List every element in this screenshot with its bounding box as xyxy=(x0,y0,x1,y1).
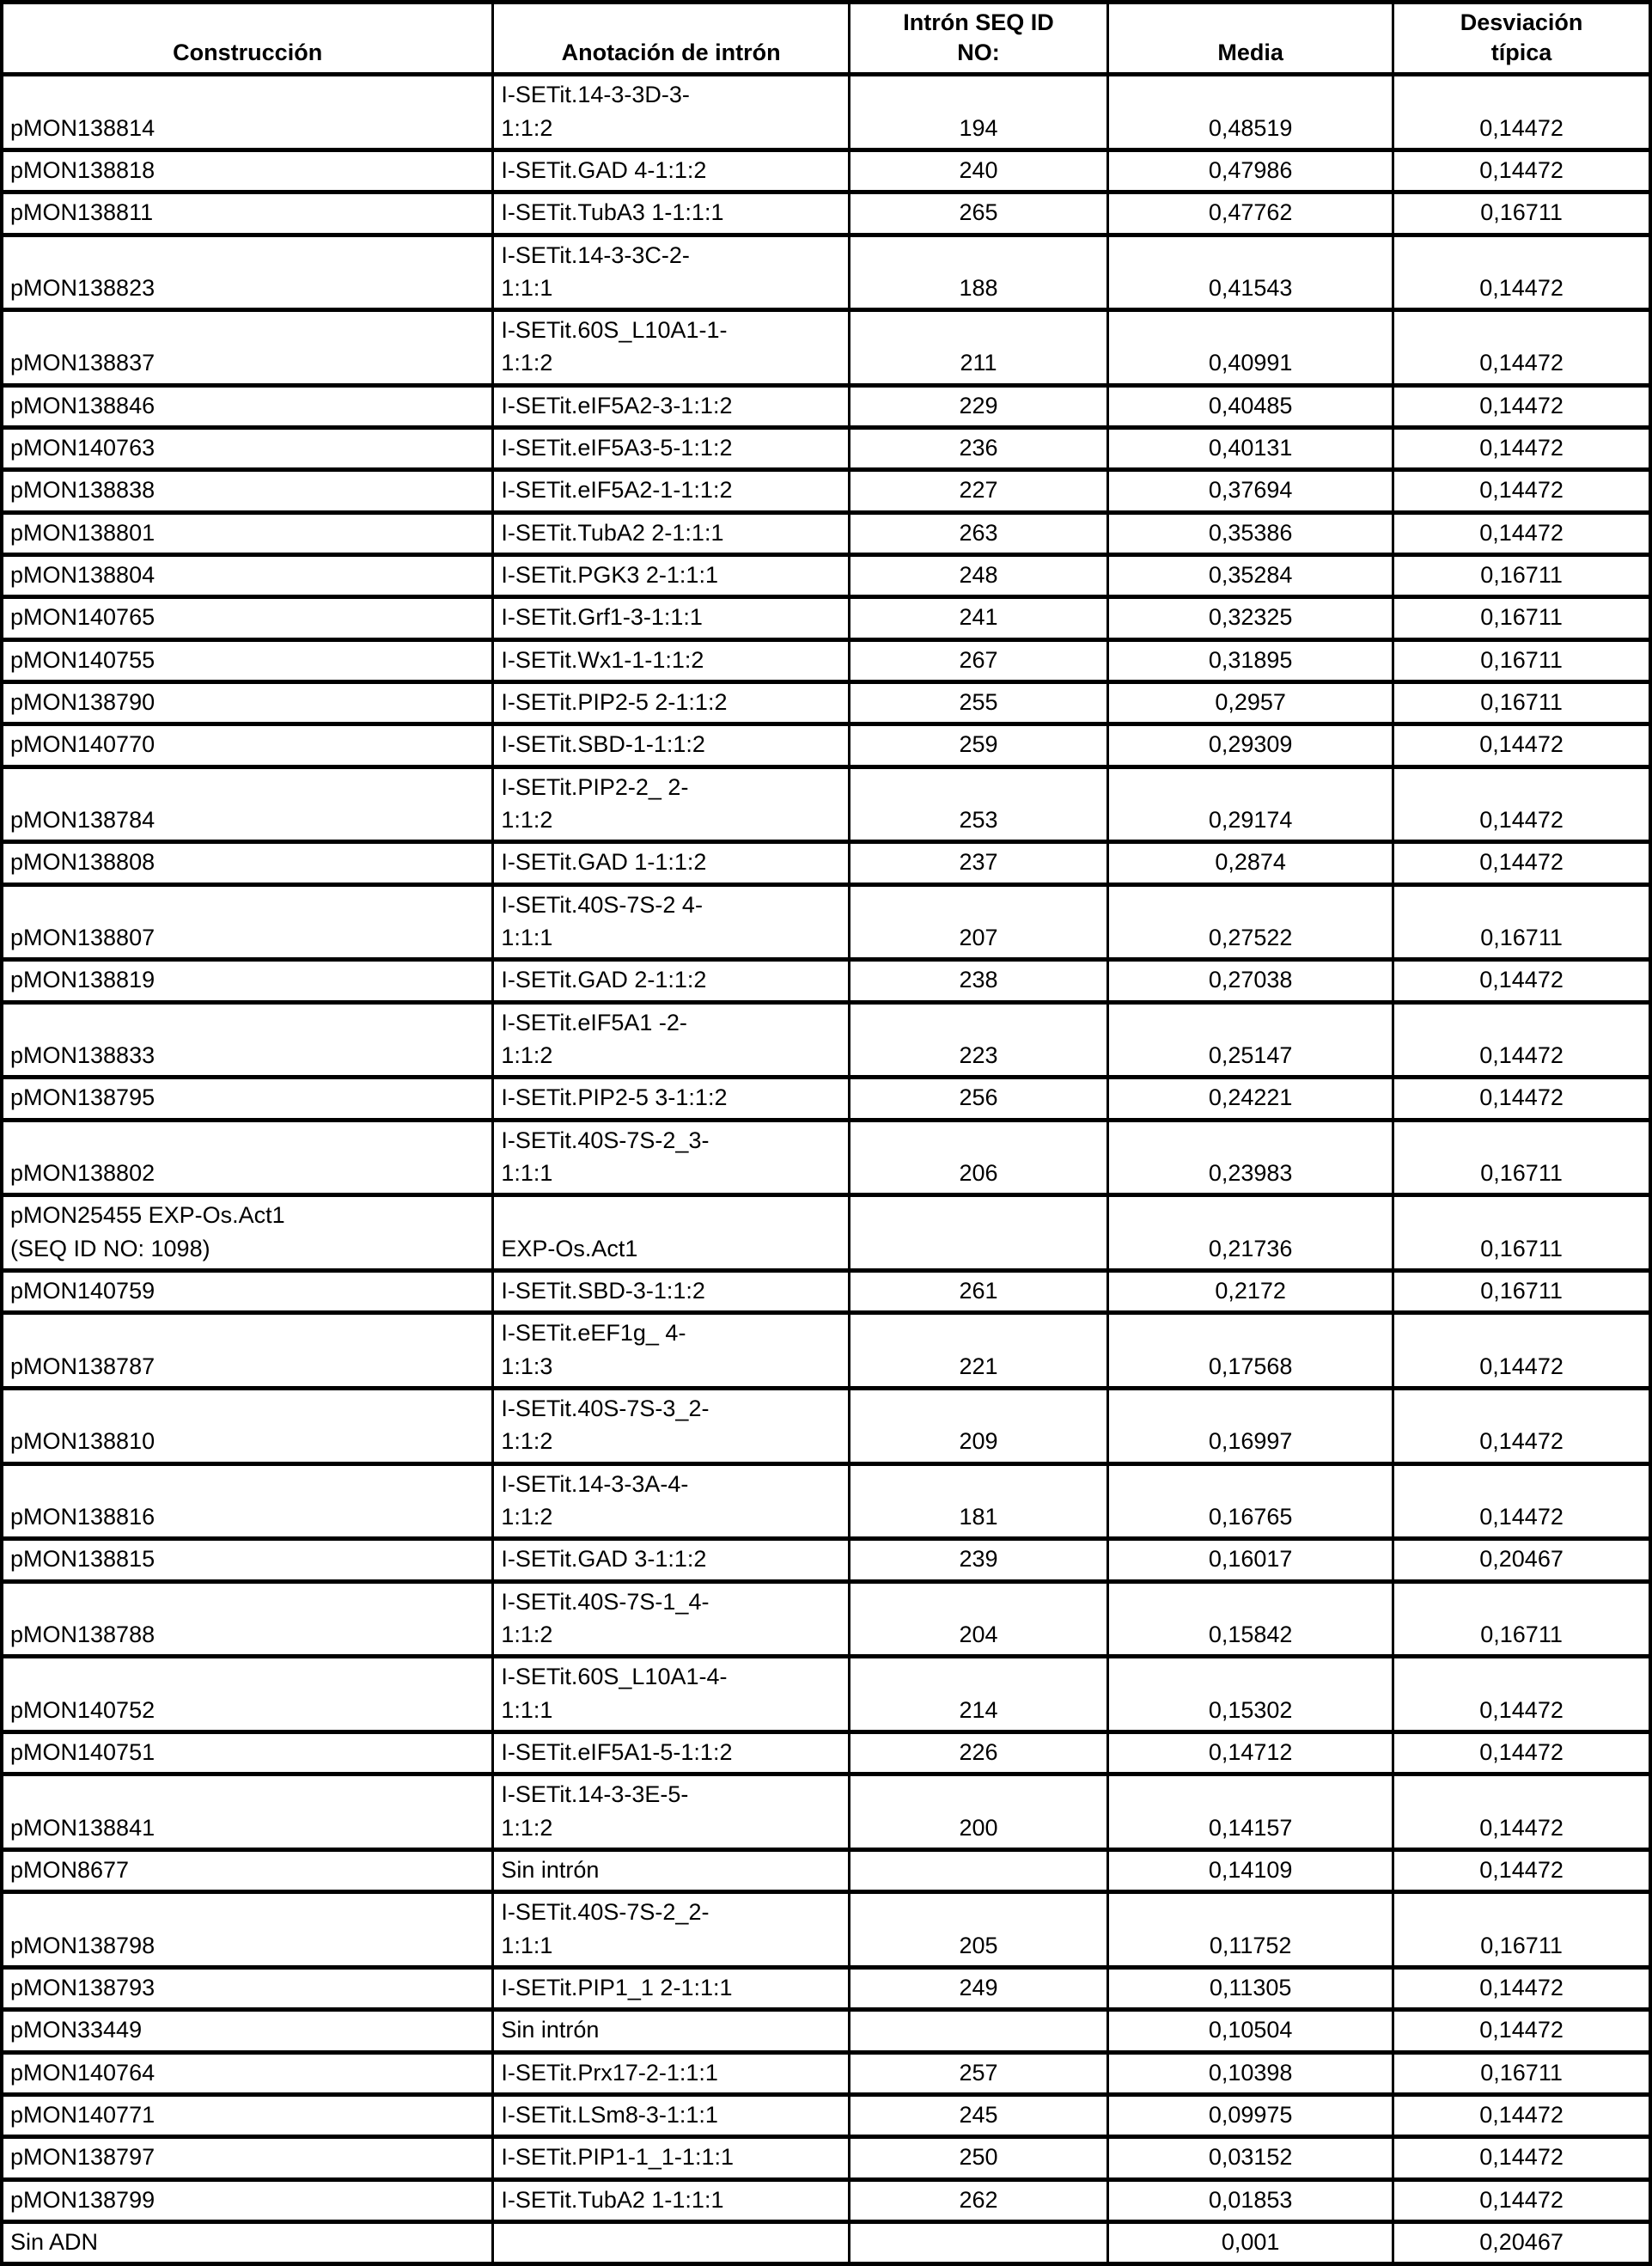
cell-media: 0,11752 xyxy=(1108,1892,1393,1968)
cell-seq_id: 248 xyxy=(849,555,1107,597)
cell-construccion: pMON138823 xyxy=(2,235,493,310)
column-header-desviacion: Desviación típica xyxy=(1393,3,1650,75)
cell-media: 0,32325 xyxy=(1108,597,1393,639)
cell-desviacion: 0,14472 xyxy=(1393,1463,1650,1539)
cell-anotacion: I-SETit.eEF1g_ 4- 1:1:3 xyxy=(493,1313,850,1389)
cell-media: 0,47762 xyxy=(1108,192,1393,235)
table-row xyxy=(2,1120,1650,1195)
cell-desviacion: 0,14472 xyxy=(1393,1967,1650,2009)
cell-media: 0,17568 xyxy=(1108,1313,1393,1389)
cell-construccion: pMON140763 xyxy=(2,428,493,470)
cell-desviacion: 0,14472 xyxy=(1393,235,1650,310)
cell-media: 0,16997 xyxy=(1108,1389,1393,1464)
cell-construccion: pMON138808 xyxy=(2,842,493,884)
cell-seq_id: 205 xyxy=(849,1892,1107,1968)
cell-construccion: pMON138795 xyxy=(2,1078,493,1120)
table-row xyxy=(2,1002,1650,1078)
cell-seq_id xyxy=(849,1195,1107,1271)
cell-anotacion: I-SETit.Wx1-1-1:1:2 xyxy=(493,639,850,681)
cell-media: 0,2957 xyxy=(1108,682,1393,724)
cell-seq_id: 262 xyxy=(849,2179,1107,2221)
cell-construccion: pMON138801 xyxy=(2,512,493,554)
cell-media: 0,40131 xyxy=(1108,428,1393,470)
cell-media: 0,23983 xyxy=(1108,1120,1393,1195)
cell-desviacion: 0,16711 xyxy=(1393,1892,1650,1968)
cell-seq_id: 267 xyxy=(849,639,1107,681)
cell-desviacion: 0,16711 xyxy=(1393,597,1650,639)
cell-media: 0,31895 xyxy=(1108,639,1393,681)
cell-media: 0,35386 xyxy=(1108,512,1393,554)
cell-media: 0,27522 xyxy=(1108,884,1393,960)
table-row xyxy=(2,150,1650,192)
cell-anotacion: I-SETit.40S-7S-3_2- 1:1:2 xyxy=(493,1389,850,1464)
cell-seq_id: 181 xyxy=(849,1463,1107,1539)
cell-construccion: pMON140770 xyxy=(2,724,493,767)
table-row xyxy=(2,1271,1650,1313)
cell-desviacion: 0,14472 xyxy=(1393,842,1650,884)
cell-seq_id: 245 xyxy=(849,2094,1107,2136)
cell-seq_id: 238 xyxy=(849,960,1107,1002)
table-row xyxy=(2,1732,1650,1774)
cell-desviacion: 0,16711 xyxy=(1393,682,1650,724)
cell-seq_id: 204 xyxy=(849,1581,1107,1657)
cell-construccion: pMON140752 xyxy=(2,1657,493,1732)
cell-media: 0,40991 xyxy=(1108,310,1393,386)
cell-desviacion: 0,14472 xyxy=(1393,1657,1650,1732)
cell-anotacion: I-SETit.SBD-1-1:1:2 xyxy=(493,724,850,767)
cell-construccion: pMON140759 xyxy=(2,1271,493,1313)
cell-construccion: pMON138810 xyxy=(2,1389,493,1464)
cell-seq_id: 221 xyxy=(849,1313,1107,1389)
table-body xyxy=(2,75,1650,2264)
cell-media: 0,16765 xyxy=(1108,1463,1393,1539)
cell-construccion: pMON138787 xyxy=(2,1313,493,1389)
table-row xyxy=(2,960,1650,1002)
cell-seq_id: 206 xyxy=(849,1120,1107,1195)
cell-desviacion: 0,14472 xyxy=(1393,960,1650,1002)
cell-anotacion: I-SETit.14-3-3A-4- 1:1:2 xyxy=(493,1463,850,1539)
cell-desviacion: 0,14472 xyxy=(1393,512,1650,554)
cell-desviacion: 0,16711 xyxy=(1393,2052,1650,2094)
cell-construccion: pMON138788 xyxy=(2,1581,493,1657)
cell-construccion: pMON8677 xyxy=(2,1849,493,1891)
cell-desviacion: 0,14472 xyxy=(1393,1313,1650,1389)
cell-media: 0,14712 xyxy=(1108,1732,1393,1774)
cell-anotacion: I-SETit.60S_L10A1-4- 1:1:1 xyxy=(493,1657,850,1732)
cell-construccion: pMON138793 xyxy=(2,1967,493,2009)
cell-media: 0,48519 xyxy=(1108,75,1393,150)
cell-desviacion: 0,20467 xyxy=(1393,2221,1650,2263)
cell-anotacion: I-SETit.60S_L10A1-1- 1:1:2 xyxy=(493,310,850,386)
table-row xyxy=(2,597,1650,639)
table-row xyxy=(2,512,1650,554)
cell-media: 0,29309 xyxy=(1108,724,1393,767)
table-row xyxy=(2,682,1650,724)
table-row xyxy=(2,1657,1650,1732)
cell-anotacion: I-SETit.LSm8-3-1:1:1 xyxy=(493,2094,850,2136)
cell-desviacion: 0,14472 xyxy=(1393,1389,1650,1464)
cell-media: 0,29174 xyxy=(1108,767,1393,842)
cell-desviacion: 0,14472 xyxy=(1393,2094,1650,2136)
table-row xyxy=(2,767,1650,842)
column-header-media: Media xyxy=(1108,3,1393,75)
cell-construccion: pMON138798 xyxy=(2,1892,493,1968)
cell-construccion: pMON140765 xyxy=(2,597,493,639)
cell-anotacion: I-SETit.PIP2-5 2-1:1:2 xyxy=(493,682,850,724)
cell-desviacion: 0,16711 xyxy=(1393,884,1650,960)
cell-anotacion: I-SETit.40S-7S-1_4- 1:1:2 xyxy=(493,1581,850,1657)
table-row xyxy=(2,1389,1650,1464)
cell-seq_id: 211 xyxy=(849,310,1107,386)
cell-media: 0,35284 xyxy=(1108,555,1393,597)
cell-seq_id: 263 xyxy=(849,512,1107,554)
cell-desviacion: 0,14472 xyxy=(1393,470,1650,512)
table-row xyxy=(2,1892,1650,1968)
cell-construccion: pMON138802 xyxy=(2,1120,493,1195)
cell-desviacion: 0,16711 xyxy=(1393,555,1650,597)
cell-desviacion: 0,14472 xyxy=(1393,428,1650,470)
cell-desviacion: 0,20467 xyxy=(1393,1539,1650,1581)
cell-seq_id: 261 xyxy=(849,1271,1107,1313)
cell-desviacion: 0,16711 xyxy=(1393,1120,1650,1195)
cell-construccion: pMON138818 xyxy=(2,150,493,192)
cell-seq_id: 223 xyxy=(849,1002,1107,1078)
cell-desviacion: 0,14472 xyxy=(1393,1849,1650,1891)
cell-seq_id: 229 xyxy=(849,385,1107,427)
cell-media: 0,27038 xyxy=(1108,960,1393,1002)
cell-media: 0,16017 xyxy=(1108,1539,1393,1581)
cell-media: 0,37694 xyxy=(1108,470,1393,512)
cell-seq_id: 236 xyxy=(849,428,1107,470)
table-row xyxy=(2,884,1650,960)
cell-desviacion: 0,14472 xyxy=(1393,1732,1650,1774)
table-row xyxy=(2,1539,1650,1581)
cell-anotacion: I-SETit.GAD 1-1:1:2 xyxy=(493,842,850,884)
cell-media: 0,21736 xyxy=(1108,1195,1393,1271)
cell-seq_id: 237 xyxy=(849,842,1107,884)
table-row xyxy=(2,1195,1650,1271)
column-header-anotacion: Anotación de intrón xyxy=(493,3,850,75)
cell-anotacion: I-SETit.40S-7S-2_2- 1:1:1 xyxy=(493,1892,850,1968)
cell-anotacion: I-SETit.TubA2 2-1:1:1 xyxy=(493,512,850,554)
cell-desviacion: 0,14472 xyxy=(1393,150,1650,192)
cell-anotacion: I-SETit.eIF5A3-5-1:1:2 xyxy=(493,428,850,470)
cell-desviacion: 0,14472 xyxy=(1393,2010,1650,2052)
cell-construccion: Sin ADN xyxy=(2,2221,493,2263)
cell-anotacion: I-SETit.Grf1-3-1:1:1 xyxy=(493,597,850,639)
cell-media: 0,2874 xyxy=(1108,842,1393,884)
cell-seq_id: 265 xyxy=(849,192,1107,235)
cell-seq_id: 255 xyxy=(849,682,1107,724)
cell-seq_id: 259 xyxy=(849,724,1107,767)
cell-desviacion: 0,14472 xyxy=(1393,1078,1650,1120)
cell-seq_id xyxy=(849,2221,1107,2263)
cell-seq_id: 239 xyxy=(849,1539,1107,1581)
cell-seq_id: 250 xyxy=(849,2137,1107,2179)
cell-construccion: pMON138819 xyxy=(2,960,493,1002)
cell-desviacion: 0,16711 xyxy=(1393,1195,1650,1271)
cell-media: 0,15842 xyxy=(1108,1581,1393,1657)
column-header-seq_id: Intrón SEQ ID NO: xyxy=(849,3,1107,75)
cell-desviacion: 0,14472 xyxy=(1393,1774,1650,1850)
table-row xyxy=(2,2052,1650,2094)
table-row xyxy=(2,724,1650,767)
cell-media: 0,03152 xyxy=(1108,2137,1393,2179)
cell-media: 0,14157 xyxy=(1108,1774,1393,1850)
cell-construccion: pMON140755 xyxy=(2,639,493,681)
cell-media: 0,01853 xyxy=(1108,2179,1393,2221)
cell-media: 0,40485 xyxy=(1108,385,1393,427)
cell-desviacion: 0,14472 xyxy=(1393,385,1650,427)
cell-anotacion: I-SETit.40S-7S-2 4- 1:1:1 xyxy=(493,884,850,960)
cell-desviacion: 0,14472 xyxy=(1393,2137,1650,2179)
cell-anotacion: I-SETit.PIP2-2_ 2- 1:1:2 xyxy=(493,767,850,842)
cell-construccion: pMON138833 xyxy=(2,1002,493,1078)
cell-desviacion: 0,14472 xyxy=(1393,310,1650,386)
cell-anotacion: Sin intrón xyxy=(493,1849,850,1891)
table-row xyxy=(2,2094,1650,2136)
cell-media: 0,2172 xyxy=(1108,1271,1393,1313)
header-row xyxy=(2,3,1650,75)
table-row xyxy=(2,1774,1650,1850)
table-row xyxy=(2,2221,1650,2263)
cell-anotacion: Sin intrón xyxy=(493,2010,850,2052)
cell-seq_id: 226 xyxy=(849,1732,1107,1774)
cell-construccion: pMON138797 xyxy=(2,2137,493,2179)
cell-media: 0,10398 xyxy=(1108,2052,1393,2094)
cell-anotacion: I-SETit.TubA2 1-1:1:1 xyxy=(493,2179,850,2221)
cell-desviacion: 0,16711 xyxy=(1393,1581,1650,1657)
cell-construccion: pMON138815 xyxy=(2,1539,493,1581)
cell-seq_id: 249 xyxy=(849,1967,1107,2009)
cell-media: 0,24221 xyxy=(1108,1078,1393,1120)
cell-seq_id xyxy=(849,2010,1107,2052)
cell-seq_id: 256 xyxy=(849,1078,1107,1120)
table-row xyxy=(2,2137,1650,2179)
cell-media: 0,001 xyxy=(1108,2221,1393,2263)
table-row xyxy=(2,1967,1650,2009)
cell-media: 0,10504 xyxy=(1108,2010,1393,2052)
cell-seq_id: 240 xyxy=(849,150,1107,192)
cell-anotacion: I-SETit.eIF5A2-3-1:1:2 xyxy=(493,385,850,427)
cell-construccion: pMON140764 xyxy=(2,2052,493,2094)
cell-media: 0,09975 xyxy=(1108,2094,1393,2136)
cell-construccion: pMON138804 xyxy=(2,555,493,597)
cell-desviacion: 0,16711 xyxy=(1393,1271,1650,1313)
cell-anotacion: EXP-Os.Act1 xyxy=(493,1195,850,1271)
cell-construccion: pMON33449 xyxy=(2,2010,493,2052)
cell-seq_id: 194 xyxy=(849,75,1107,150)
cell-construccion: pMON138837 xyxy=(2,310,493,386)
column-header-construccion: Construcción xyxy=(2,3,493,75)
cell-construccion: pMON138816 xyxy=(2,1463,493,1539)
cell-construccion: pMON138846 xyxy=(2,385,493,427)
cell-media: 0,41543 xyxy=(1108,235,1393,310)
cell-seq_id: 188 xyxy=(849,235,1107,310)
table-row xyxy=(2,75,1650,150)
cell-anotacion: I-SETit.eIF5A2-1-1:1:2 xyxy=(493,470,850,512)
cell-seq_id: 207 xyxy=(849,884,1107,960)
table-row xyxy=(2,2179,1650,2221)
table-row xyxy=(2,639,1650,681)
cell-anotacion: I-SETit.PGK3 2-1:1:1 xyxy=(493,555,850,597)
cell-anotacion: I-SETit.GAD 3-1:1:2 xyxy=(493,1539,850,1581)
cell-seq_id: 200 xyxy=(849,1774,1107,1850)
cell-desviacion: 0,14472 xyxy=(1393,767,1650,842)
table-row xyxy=(2,842,1650,884)
cell-media: 0,14109 xyxy=(1108,1849,1393,1891)
table-row xyxy=(2,385,1650,427)
cell-construccion: pMON140751 xyxy=(2,1732,493,1774)
table-row xyxy=(2,1078,1650,1120)
cell-construccion: pMON140771 xyxy=(2,2094,493,2136)
cell-anotacion: I-SETit.TubA3 1-1:1:1 xyxy=(493,192,850,235)
cell-seq_id: 257 xyxy=(849,2052,1107,2094)
cell-anotacion: I-SETit.14-3-3C-2- 1:1:1 xyxy=(493,235,850,310)
cell-construccion: pMON138807 xyxy=(2,884,493,960)
table-row xyxy=(2,1581,1650,1657)
table-row xyxy=(2,2010,1650,2052)
table-row xyxy=(2,555,1650,597)
cell-anotacion: I-SETit.GAD 4-1:1:2 xyxy=(493,150,850,192)
table-row xyxy=(2,192,1650,235)
cell-construccion: pMON138841 xyxy=(2,1774,493,1850)
cell-construccion: pMON138814 xyxy=(2,75,493,150)
cell-construccion: pMON138784 xyxy=(2,767,493,842)
cell-anotacion: I-SETit.SBD-3-1:1:2 xyxy=(493,1271,850,1313)
cell-media: 0,25147 xyxy=(1108,1002,1393,1078)
cell-desviacion: 0,14472 xyxy=(1393,1002,1650,1078)
cell-construccion: pMON25455 EXP-Os.Act1 (SEQ ID NO: 1098) xyxy=(2,1195,493,1271)
cell-anotacion: I-SETit.PIP1_1 2-1:1:1 xyxy=(493,1967,850,2009)
cell-anotacion: I-SETit.PIP2-5 3-1:1:2 xyxy=(493,1078,850,1120)
cell-construccion: pMON138790 xyxy=(2,682,493,724)
table-row xyxy=(2,428,1650,470)
cell-seq_id: 253 xyxy=(849,767,1107,842)
cell-desviacion: 0,16711 xyxy=(1393,192,1650,235)
cell-anotacion: I-SETit.eIF5A1 -2- 1:1:2 xyxy=(493,1002,850,1078)
cell-construccion: pMON138811 xyxy=(2,192,493,235)
table-row xyxy=(2,470,1650,512)
cell-seq_id: 214 xyxy=(849,1657,1107,1732)
cell-anotacion: I-SETit.14-3-3E-5- 1:1:2 xyxy=(493,1774,850,1850)
cell-desviacion: 0,14472 xyxy=(1393,2179,1650,2221)
cell-anotacion: I-SETit.eIF5A1-5-1:1:2 xyxy=(493,1732,850,1774)
cell-seq_id: 241 xyxy=(849,597,1107,639)
cell-seq_id xyxy=(849,1849,1107,1891)
table-row xyxy=(2,1463,1650,1539)
cell-anotacion: I-SETit.Prx17-2-1:1:1 xyxy=(493,2052,850,2094)
table-row xyxy=(2,1313,1650,1389)
table-row xyxy=(2,310,1650,386)
cell-anotacion: I-SETit.GAD 2-1:1:2 xyxy=(493,960,850,1002)
cell-media: 0,47986 xyxy=(1108,150,1393,192)
cell-anotacion xyxy=(493,2221,850,2263)
table-row xyxy=(2,235,1650,310)
table-row xyxy=(2,1849,1650,1891)
cell-seq_id: 227 xyxy=(849,470,1107,512)
cell-desviacion: 0,14472 xyxy=(1393,75,1650,150)
cell-construccion: pMON138799 xyxy=(2,2179,493,2221)
cell-anotacion: I-SETit.40S-7S-2_3- 1:1:1 xyxy=(493,1120,850,1195)
cell-desviacion: 0,14472 xyxy=(1393,724,1650,767)
cell-desviacion: 0,16711 xyxy=(1393,639,1650,681)
cell-seq_id: 209 xyxy=(849,1389,1107,1464)
cell-construccion: pMON138838 xyxy=(2,470,493,512)
cell-anotacion: I-SETit.PIP1-1_1-1:1:1 xyxy=(493,2137,850,2179)
cell-anotacion: I-SETit.14-3-3D-3- 1:1:2 xyxy=(493,75,850,150)
cell-media: 0,15302 xyxy=(1108,1657,1393,1732)
cell-media: 0,11305 xyxy=(1108,1967,1393,2009)
